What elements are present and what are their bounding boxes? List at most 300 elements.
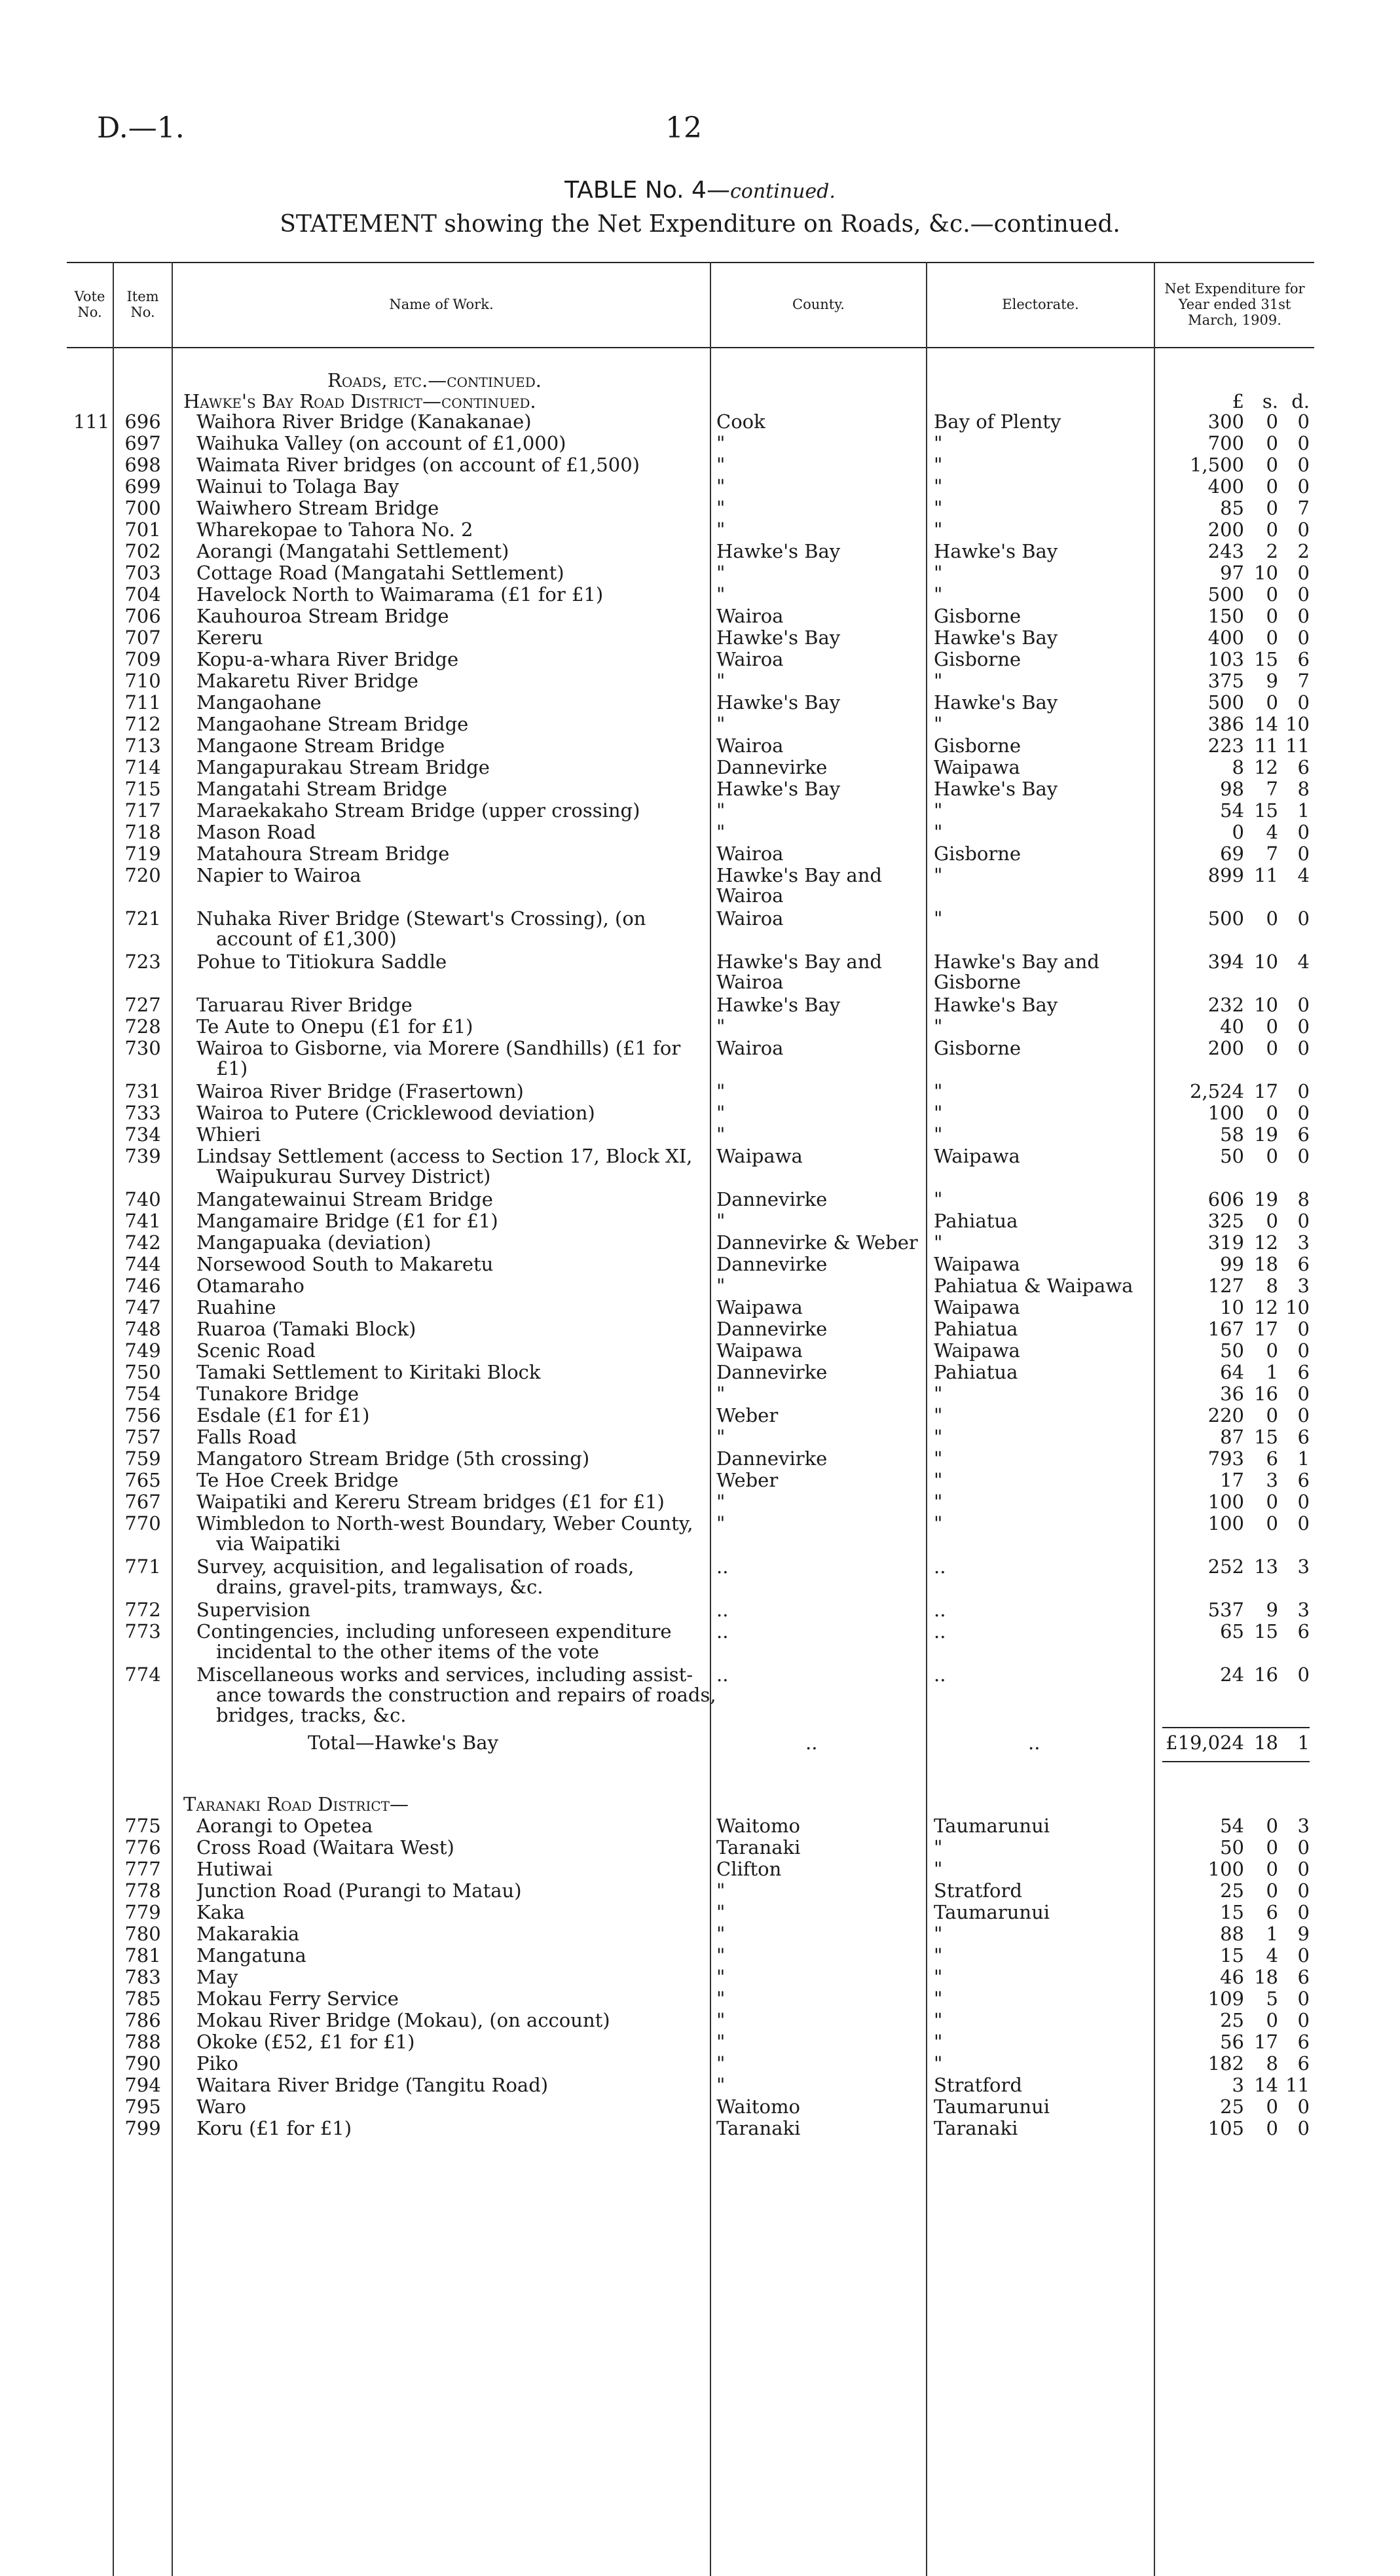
item-number: 700 <box>124 497 161 519</box>
county: .. <box>716 1556 729 1578</box>
county: " <box>716 670 726 692</box>
county: Dannevirke <box>716 1448 828 1470</box>
amount-pence: 0 <box>1297 2009 1310 2031</box>
amount-pounds: 793 <box>1207 1447 1244 1470</box>
amount-pence: 0 <box>1297 518 1310 541</box>
net-expenditure <box>1159 1275 1310 1297</box>
amount-pounds: 243 <box>1207 540 1244 562</box>
electorate: .. <box>934 1556 946 1578</box>
table-row <box>0 778 1400 800</box>
amount-pounds: 97 <box>1220 562 1244 584</box>
amount-pence: 0 <box>1297 562 1310 584</box>
electorate: " <box>934 1470 943 1491</box>
item-number: 795 <box>124 2095 161 2118</box>
table-row <box>0 1967 1400 1988</box>
table-row <box>0 908 1400 930</box>
amount-pence: 0 <box>1297 821 1310 843</box>
amount-pence: 6 <box>1297 1253 1310 1275</box>
amount-shillings: 0 <box>1266 1491 1278 1513</box>
table-row <box>0 951 1400 973</box>
amount-pence: 2 <box>1297 540 1310 562</box>
table-row <box>0 627 1400 649</box>
work-name-continued: drains, gravel-pits, tramways, &c. <box>216 1576 543 1598</box>
work-name: Survey, acquisition, and legalisation of roads, <box>196 1556 635 1578</box>
item-number: 720 <box>124 864 161 886</box>
work-name: Okoke (£52, £1 for £1) <box>196 2031 415 2053</box>
amount-pounds: 15 <box>1220 1944 1244 1967</box>
net-expenditure <box>1159 1967 1310 1988</box>
county: Hawke's Bay <box>716 994 841 1016</box>
amount-pence: 0 <box>1297 1037 1310 1059</box>
table-row <box>0 1902 1400 1923</box>
amount-pence: 6 <box>1297 1966 1310 1988</box>
item-number: 718 <box>124 821 161 843</box>
electorate: " <box>934 1923 943 1945</box>
net-expenditure <box>1159 584 1310 606</box>
amount-pence: 0 <box>1297 843 1310 865</box>
amount-shillings: 0 <box>1266 1339 1278 1362</box>
amount-pence: 7 <box>1297 670 1310 692</box>
amount-pounds: 223 <box>1207 735 1244 757</box>
table-row <box>0 1837 1400 1859</box>
table-row <box>0 994 1400 1016</box>
county: " <box>716 562 726 584</box>
amount-pounds: 36 <box>1220 1383 1244 1405</box>
amount-pounds: 10 <box>1220 1296 1244 1318</box>
electorate: " <box>934 1383 943 1405</box>
table-row <box>0 1210 1400 1232</box>
electorate: Pahiatua <box>934 1210 1018 1232</box>
table-row <box>0 2075 1400 2096</box>
electorate: " <box>934 822 943 843</box>
item-number: 788 <box>124 2031 161 2053</box>
county: Wairoa <box>716 649 784 670</box>
item-number: 759 <box>124 1447 161 1470</box>
work-name: Mangapuaka (deviation) <box>196 1232 432 1254</box>
amount-pounds: 58 <box>1220 1123 1244 1146</box>
item-number: 711 <box>124 691 161 714</box>
work-name: Kaka <box>196 1902 245 1923</box>
work-name: Mangatahi Stream Bridge <box>196 778 447 800</box>
net-expenditure <box>1159 1124 1310 1146</box>
amount-pounds: 899 <box>1207 864 1244 886</box>
amount-pence: 0 <box>1297 1944 1310 1967</box>
county: " <box>716 1988 726 2010</box>
item-number: 781 <box>124 1944 161 1967</box>
electorate: " <box>934 1448 943 1470</box>
county: " <box>716 584 726 606</box>
item-number: 748 <box>124 1318 161 1340</box>
amount-pounds: 386 <box>1207 713 1244 735</box>
amount-pounds: 50 <box>1220 1145 1244 1167</box>
amount-shillings: 0 <box>1266 2009 1278 2031</box>
amount-pounds: 150 <box>1207 605 1244 627</box>
work-name: Mangaone Stream Bridge <box>196 735 445 757</box>
county: Wairoa <box>716 606 784 627</box>
amount-pounds: 1,500 <box>1189 454 1244 476</box>
electorate: Waipawa <box>934 1254 1020 1275</box>
amount-pounds: 56 <box>1220 2031 1244 2053</box>
net-expenditure <box>1159 1815 1310 1837</box>
work-name-continued: Waipukurau Survey District) <box>216 1166 491 1188</box>
item-number: 715 <box>124 778 161 800</box>
work-name: Pohue to Titiokura Saddle <box>196 951 447 973</box>
amount-pounds: 700 <box>1207 432 1244 454</box>
net-expenditure <box>1159 476 1310 498</box>
county: Weber <box>716 1405 779 1426</box>
electorate: " <box>934 1859 943 1880</box>
work-name: Havelock North to Waimarama (£1 for £1) <box>196 584 604 606</box>
county: " <box>716 1275 726 1297</box>
amount-pence: 6 <box>1297 1620 1310 1642</box>
county: Clifton <box>716 1859 782 1880</box>
electorate: " <box>934 433 943 454</box>
county: " <box>716 2010 726 2031</box>
amount-pounds: 500 <box>1207 907 1244 930</box>
county: " <box>716 1383 726 1405</box>
item-number: 786 <box>124 2009 161 2031</box>
electorate: " <box>934 1102 943 1124</box>
net-expenditure <box>1159 519 1310 541</box>
amount-shillings: 16 <box>1254 1663 1278 1686</box>
table-row <box>0 692 1400 714</box>
table-row <box>0 1362 1400 1383</box>
net-expenditure <box>1159 908 1310 930</box>
net-expenditure <box>1159 1210 1310 1232</box>
amount-pounds: 100 <box>1207 1512 1244 1534</box>
table-row <box>0 1513 1400 1534</box>
table-row <box>0 865 1400 886</box>
table-row <box>0 1275 1400 1297</box>
county: " <box>716 1016 726 1038</box>
work-name: Norsewood South to Makaretu <box>196 1254 494 1275</box>
table-row <box>0 562 1400 584</box>
table-row <box>0 1945 1400 1967</box>
work-name: Wairoa River Bridge (Frasertown) <box>196 1081 524 1102</box>
amount-pence: 8 <box>1297 778 1310 800</box>
electorate: Taumarunui <box>934 2096 1050 2118</box>
work-name: May <box>196 1967 238 1988</box>
county: Hawke's Bay <box>716 541 841 562</box>
county: " <box>716 1967 726 1988</box>
amount-shillings: 0 <box>1266 605 1278 627</box>
electorate: " <box>934 1016 943 1038</box>
amount-pounds: 109 <box>1207 1987 1244 2010</box>
county: Dannevirke <box>716 1318 828 1340</box>
amount-pounds: 300 <box>1207 410 1244 433</box>
table-row <box>0 454 1400 476</box>
work-name-continued: £1) <box>216 1058 248 1079</box>
item-number: 757 <box>124 1426 161 1448</box>
electorate: " <box>934 1491 943 1513</box>
table-row-continuation <box>0 885 1400 907</box>
net-expenditure <box>1159 1859 1310 1880</box>
total-label: Total—Hawke's Bay <box>308 1732 498 1754</box>
electorate: " <box>934 1405 943 1426</box>
electorate: Hawke's Bay and <box>934 951 1099 973</box>
electorate: Gisborne <box>934 735 1022 757</box>
net-expenditure <box>1159 1254 1310 1275</box>
table-row <box>0 757 1400 778</box>
county: Waipawa <box>716 1340 803 1362</box>
electorate: " <box>934 1189 943 1210</box>
amount-pounds: 15 <box>1220 1901 1244 1923</box>
electorate-continued: Gisborne <box>934 971 1022 993</box>
net-expenditure <box>1159 2031 1310 2053</box>
electorate: " <box>934 1513 943 1534</box>
item-number: 785 <box>124 1987 161 2010</box>
electorate: Waipawa <box>934 757 1020 778</box>
item-number: 747 <box>124 1296 161 1318</box>
amount-pounds: 99 <box>1220 1253 1244 1275</box>
table-row <box>0 476 1400 498</box>
amount-pounds: 232 <box>1207 994 1244 1016</box>
work-name: Napier to Wairoa <box>196 865 361 886</box>
electorate: Gisborne <box>934 606 1022 627</box>
item-number: 765 <box>124 1469 161 1491</box>
electorate: " <box>934 800 943 822</box>
amount-pence: 3 <box>1297 1815 1310 1837</box>
amount-pounds: 100 <box>1207 1491 1244 1513</box>
amount-shillings: 2 <box>1266 540 1278 562</box>
item-number: 728 <box>124 1015 161 1038</box>
county: Dannevirke <box>716 1362 828 1383</box>
net-expenditure <box>1159 454 1310 476</box>
work-name: Waimata River bridges (on account of £1,500) <box>196 454 640 476</box>
amount-shillings: 14 <box>1254 713 1278 735</box>
item-number: 730 <box>124 1037 161 1059</box>
electorate: Taumarunui <box>934 1902 1050 1923</box>
amount-shillings: 0 <box>1266 1015 1278 1038</box>
amount-pence: 0 <box>1297 1145 1310 1167</box>
total-electorate: .. <box>1028 1732 1041 1754</box>
item-number: 717 <box>124 799 161 822</box>
net-expenditure <box>1159 541 1310 562</box>
electorate: " <box>934 1426 943 1448</box>
amount-pence: 4 <box>1297 864 1310 886</box>
county: Hawke's Bay <box>716 692 841 714</box>
amount-shillings: 19 <box>1254 1188 1278 1210</box>
amount-pence: 10 <box>1285 713 1310 735</box>
amount-pence: 1 <box>1297 1447 1310 1470</box>
work-name: Aorangi to Opetea <box>196 1815 373 1837</box>
item-number: 777 <box>124 1858 161 1880</box>
net-expenditure <box>1159 670 1310 692</box>
item-number: 701 <box>124 518 161 541</box>
net-expenditure <box>1159 1318 1310 1340</box>
total-underline <box>1162 1761 1310 1762</box>
amount-shillings: 6 <box>1266 1901 1278 1923</box>
amount-pounds: 69 <box>1220 843 1244 865</box>
table-row <box>0 519 1400 541</box>
item-number: 754 <box>124 1383 161 1405</box>
item-number: 721 <box>124 907 161 930</box>
item-number: 719 <box>124 843 161 865</box>
amount-shillings: 10 <box>1254 994 1278 1016</box>
table-row <box>0 541 1400 562</box>
table-row <box>0 1923 1400 1945</box>
table-row <box>0 1297 1400 1318</box>
table-row <box>0 1102 1400 1124</box>
net-expenditure <box>1159 1513 1310 1534</box>
item-number: 734 <box>124 1123 161 1146</box>
amount-pence: 6 <box>1297 1361 1310 1383</box>
col-header-item: Item No. <box>126 289 159 320</box>
amount-pence: 0 <box>1297 2117 1310 2139</box>
electorate: Pahiatua <box>934 1362 1018 1383</box>
net-expenditure <box>1159 1837 1310 1859</box>
electorate: " <box>934 865 943 886</box>
amount-pence: 0 <box>1297 1512 1310 1534</box>
amount-shillings: 5 <box>1266 1987 1278 2010</box>
work-name-continued: bridges, tracks, &c. <box>216 1705 407 1726</box>
work-name: Miscellaneous works and services, including assist- <box>196 1664 693 1686</box>
work-name: Waipatiki and Kereru Stream bridges (£1 for £1) <box>196 1491 665 1513</box>
work-name: Nuhaka River Bridge (Stewart's Crossing), (on <box>196 908 646 930</box>
work-name: Junction Road (Purangi to Matau) <box>196 1880 522 1902</box>
electorate: Stratford <box>934 2075 1022 2096</box>
net-expenditure <box>1159 1902 1310 1923</box>
statement-title: STATEMENT showing the Net Expenditure on Roads, &c.—continued. <box>280 211 1120 238</box>
amount-shillings: 7 <box>1266 843 1278 865</box>
work-name: Otamaraho <box>196 1275 304 1297</box>
table-row <box>0 2118 1400 2139</box>
amount-shillings: 18 <box>1254 1966 1278 1988</box>
county: Waipawa <box>716 1297 803 1318</box>
amount-pence: 0 <box>1297 994 1310 1016</box>
table-row <box>0 1124 1400 1146</box>
table-row <box>0 1318 1400 1340</box>
work-name: Mangatuna <box>196 1945 306 1967</box>
item-number: 778 <box>124 1879 161 1902</box>
amount-pounds: 200 <box>1207 1037 1244 1059</box>
table-row <box>0 2031 1400 2053</box>
amount-pounds: 127 <box>1207 1275 1244 1297</box>
table-row <box>0 411 1400 433</box>
net-expenditure <box>1159 1362 1310 1383</box>
item-number: 799 <box>124 2117 161 2139</box>
net-expenditure <box>1159 498 1310 519</box>
amount-shillings: 0 <box>1266 1858 1278 1880</box>
net-expenditure <box>1159 1340 1310 1362</box>
table-row <box>0 843 1400 865</box>
work-name: Waro <box>196 2096 246 2118</box>
work-name: Tamaki Settlement to Kiritaki Block <box>196 1362 541 1383</box>
amount-shillings: 7 <box>1266 778 1278 800</box>
county: Taranaki <box>716 2118 801 2139</box>
net-expenditure <box>1159 562 1310 584</box>
amount-pence: 0 <box>1297 2095 1310 2118</box>
electorate: .. <box>934 1664 946 1686</box>
table-row <box>0 1880 1400 1902</box>
amount-pounds: 50 <box>1220 1836 1244 1859</box>
electorate: " <box>934 1081 943 1102</box>
amount-pence: 11 <box>1285 735 1310 757</box>
amount-pence: 0 <box>1297 432 1310 454</box>
amount-pounds: 65 <box>1220 1620 1244 1642</box>
net-expenditure <box>1159 843 1310 865</box>
item-number: 739 <box>124 1145 161 1167</box>
electorate: Hawke's Bay <box>934 994 1058 1016</box>
amount-pence: 3 <box>1297 1275 1310 1297</box>
document-code: D.—1. <box>97 111 185 145</box>
amount-pence: 0 <box>1297 1080 1310 1102</box>
item-number: 709 <box>124 648 161 670</box>
net-expenditure <box>1159 1664 1310 1686</box>
amount-shillings: 0 <box>1266 626 1278 649</box>
work-name: Taruarau River Bridge <box>196 994 413 1016</box>
electorate: " <box>934 454 943 476</box>
amount-shillings: 1 <box>1266 1923 1278 1945</box>
col-header-vote: Vote No. <box>74 289 105 320</box>
amount-shillings: 6 <box>1266 1447 1278 1470</box>
amount-shillings: 13 <box>1254 1555 1278 1578</box>
net-expenditure <box>1159 1016 1310 1038</box>
item-number: 742 <box>124 1231 161 1254</box>
work-name: Mangapurakau Stream Bridge <box>196 757 490 778</box>
amount-shillings: 0 <box>1266 583 1278 606</box>
amount-pounds: 54 <box>1220 1815 1244 1837</box>
item-number: 790 <box>124 2052 161 2075</box>
amount-shillings: 15 <box>1254 799 1278 822</box>
amount-pounds: 252 <box>1207 1555 1244 1578</box>
net-expenditure <box>1159 1102 1310 1124</box>
table-row <box>0 1189 1400 1210</box>
table-row <box>0 1815 1400 1837</box>
amount-shillings: 15 <box>1254 648 1278 670</box>
work-name-continued: via Waipatiki <box>216 1533 341 1555</box>
item-number: 767 <box>124 1491 161 1513</box>
work-name: Matahoura Stream Bridge <box>196 843 450 865</box>
county: Dannevirke <box>716 1189 828 1210</box>
work-name: Whieri <box>196 1124 261 1146</box>
work-name: Mangaohane <box>196 692 322 714</box>
amount-shillings: 16 <box>1254 1383 1278 1405</box>
amount-shillings: 11 <box>1254 735 1278 757</box>
county: .. <box>716 1599 729 1621</box>
amount-shillings: 0 <box>1266 2095 1278 2118</box>
net-expenditure <box>1159 1599 1310 1621</box>
amount-pence: 3 <box>1297 1599 1310 1621</box>
amount-pounds: 85 <box>1220 497 1244 519</box>
total-county: .. <box>805 1732 818 1754</box>
electorate: " <box>934 584 943 606</box>
work-name: Wairoa to Putere (Cricklewood deviation) <box>196 1102 595 1124</box>
net-expenditure <box>1159 1945 1310 1967</box>
table-row-continuation <box>0 1166 1400 1188</box>
county: Hawke's Bay <box>716 778 841 800</box>
county: Wairoa <box>716 908 784 930</box>
county: Waitomo <box>716 1815 800 1837</box>
amount-shillings: 12 <box>1254 1296 1278 1318</box>
county: " <box>716 433 726 454</box>
electorate: .. <box>934 1599 946 1621</box>
table-row-continuation <box>0 1576 1400 1598</box>
net-expenditure <box>1159 411 1310 433</box>
electorate: " <box>934 670 943 692</box>
net-expenditure <box>1159 951 1310 973</box>
table-row <box>0 1254 1400 1275</box>
table-row <box>0 670 1400 692</box>
item-number: 707 <box>124 626 161 649</box>
electorate: .. <box>934 1621 946 1642</box>
amount-pounds: 400 <box>1207 475 1244 498</box>
net-expenditure <box>1159 2075 1310 2096</box>
amount-pounds: 50 <box>1220 1339 1244 1362</box>
amount-pounds: 220 <box>1207 1404 1244 1426</box>
amount-shillings: 9 <box>1266 1599 1278 1621</box>
item-number: 773 <box>124 1620 161 1642</box>
